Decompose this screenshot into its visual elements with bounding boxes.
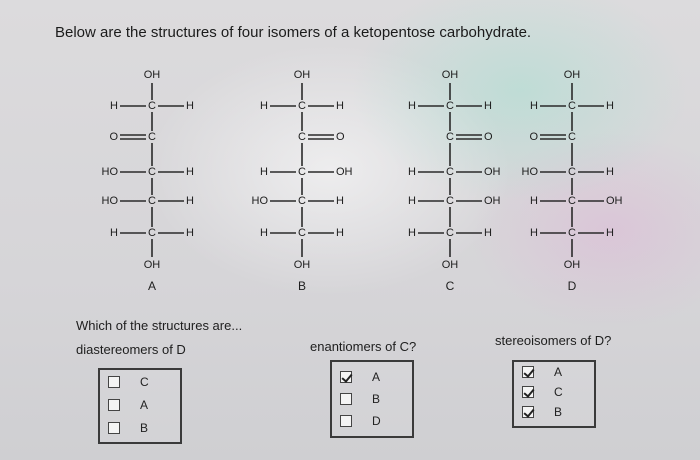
carbon-label: C (446, 130, 454, 143)
left-substituent-label: HO (251, 194, 268, 207)
left-substituent-label: H (408, 165, 416, 178)
left-substituent-label: O (109, 130, 118, 143)
right-substituent-label: H (186, 99, 194, 112)
carbon-label: C (446, 165, 454, 178)
enantiomers-options (330, 360, 414, 438)
bottom-oh-label: OH (293, 258, 311, 271)
right-substituent-label: H (484, 99, 492, 112)
carbon-label: C (298, 130, 306, 143)
stereoisomers-option-a[interactable] (522, 363, 562, 381)
left-substituent-label: O (529, 130, 538, 143)
right-substituent-label: OH (484, 165, 501, 178)
left-substituent-label: HO (101, 194, 118, 207)
option-label: A (372, 370, 381, 384)
right-substituent-label: H (336, 99, 344, 112)
carbon-label: C (568, 99, 576, 112)
carbon-label: C (446, 226, 454, 239)
checkbox[interactable] (522, 406, 534, 418)
diastereomers-options (98, 368, 182, 444)
bottom-oh-label: OH (143, 258, 161, 271)
right-substituent-label: H (336, 226, 344, 239)
prompt-text: Below are the structures of four isomers of a ketopentose carbohydrate. (55, 24, 532, 41)
enantiomers-title: enantiomers of C? (310, 339, 417, 354)
top-oh-label: OH (293, 68, 311, 81)
diastereomers-option-c[interactable] (108, 373, 149, 391)
right-substituent-label: H (336, 194, 344, 207)
carbon-label: C (298, 194, 306, 207)
diastereomers-title: diastereomers of D (76, 342, 186, 357)
option-label: D (372, 414, 381, 428)
right-substituent-label: H (484, 226, 492, 239)
left-substituent-label: H (260, 226, 268, 239)
checkbox[interactable] (340, 371, 352, 383)
option-label: C (140, 375, 149, 389)
bottom-oh-label: OH (563, 258, 581, 271)
right-substituent-label: H (606, 99, 614, 112)
carbon-label: C (446, 194, 454, 207)
option-label: A (140, 398, 149, 412)
diastereomers-option-a[interactable] (108, 396, 148, 414)
checkbox[interactable] (522, 386, 534, 398)
left-substituent-label: H (408, 99, 416, 112)
right-substituent-label: OH (336, 165, 353, 178)
left-substituent-label: H (110, 99, 118, 112)
enantiomers-option-b[interactable] (340, 390, 380, 408)
left-substituent-label: H (260, 165, 268, 178)
enantiomers-option-a[interactable] (340, 368, 380, 386)
checkbox[interactable] (108, 422, 120, 434)
carbon-label: C (568, 226, 576, 239)
diastereomers-option-b[interactable] (108, 419, 148, 437)
checkbox[interactable] (340, 393, 352, 405)
carbon-label: C (446, 99, 454, 112)
left-substituent-label: H (530, 194, 538, 207)
right-substituent-label: O (336, 130, 345, 143)
top-oh-label: OH (143, 68, 161, 81)
left-substituent-label: H (408, 226, 416, 239)
left-substituent-label: H (530, 226, 538, 239)
carbon-label: C (148, 165, 156, 178)
structure-letter-label: A (147, 279, 157, 294)
left-substituent-label: H (408, 194, 416, 207)
enantiomers-option-d[interactable] (340, 412, 381, 430)
carbon-label: C (298, 165, 306, 178)
bottom-oh-label: OH (441, 258, 459, 271)
checkbox[interactable] (108, 376, 120, 388)
checkbox[interactable] (340, 415, 352, 427)
carbon-label: C (568, 130, 576, 143)
structure-letter-label: C (445, 279, 455, 294)
right-substituent-label: H (186, 194, 194, 207)
stereoisomers-option-c[interactable] (522, 383, 563, 401)
option-label: B (372, 392, 381, 406)
top-oh-label: OH (563, 68, 581, 81)
carbon-label: C (148, 226, 156, 239)
stereoisomers-option-b[interactable] (522, 403, 562, 421)
right-substituent-label: H (186, 226, 194, 239)
carbon-label: C (148, 194, 156, 207)
structure-letter-label: B (297, 279, 307, 294)
left-substituent-label: H (260, 99, 268, 112)
carbon-label: C (568, 194, 576, 207)
right-substituent-label: O (484, 130, 493, 143)
left-substituent-label: HO (521, 165, 538, 178)
checkbox[interactable] (108, 399, 120, 411)
right-substituent-label: OH (606, 194, 623, 207)
right-substituent-label: H (606, 165, 614, 178)
stereoisomers-options (512, 360, 596, 428)
left-substituent-label: H (530, 99, 538, 112)
carbon-label: C (148, 99, 156, 112)
carbon-label: C (298, 226, 306, 239)
carbon-label: C (298, 99, 306, 112)
top-oh-label: OH (441, 68, 459, 81)
carbon-label: C (148, 130, 156, 143)
checkbox[interactable] (522, 366, 534, 378)
structure-letter-label: D (567, 279, 577, 294)
left-substituent-label: H (110, 226, 118, 239)
question-text: Which of the structures are... (76, 318, 243, 333)
right-substituent-label: H (606, 226, 614, 239)
option-label: C (554, 385, 563, 399)
right-substituent-label: H (186, 165, 194, 178)
option-label: B (554, 405, 563, 419)
right-substituent-label: OH (484, 194, 501, 207)
left-substituent-label: HO (101, 165, 118, 178)
option-label: A (554, 365, 563, 379)
stereoisomers-title: stereoisomers of D? (495, 333, 612, 348)
option-label: B (140, 421, 149, 435)
carbon-label: C (568, 165, 576, 178)
